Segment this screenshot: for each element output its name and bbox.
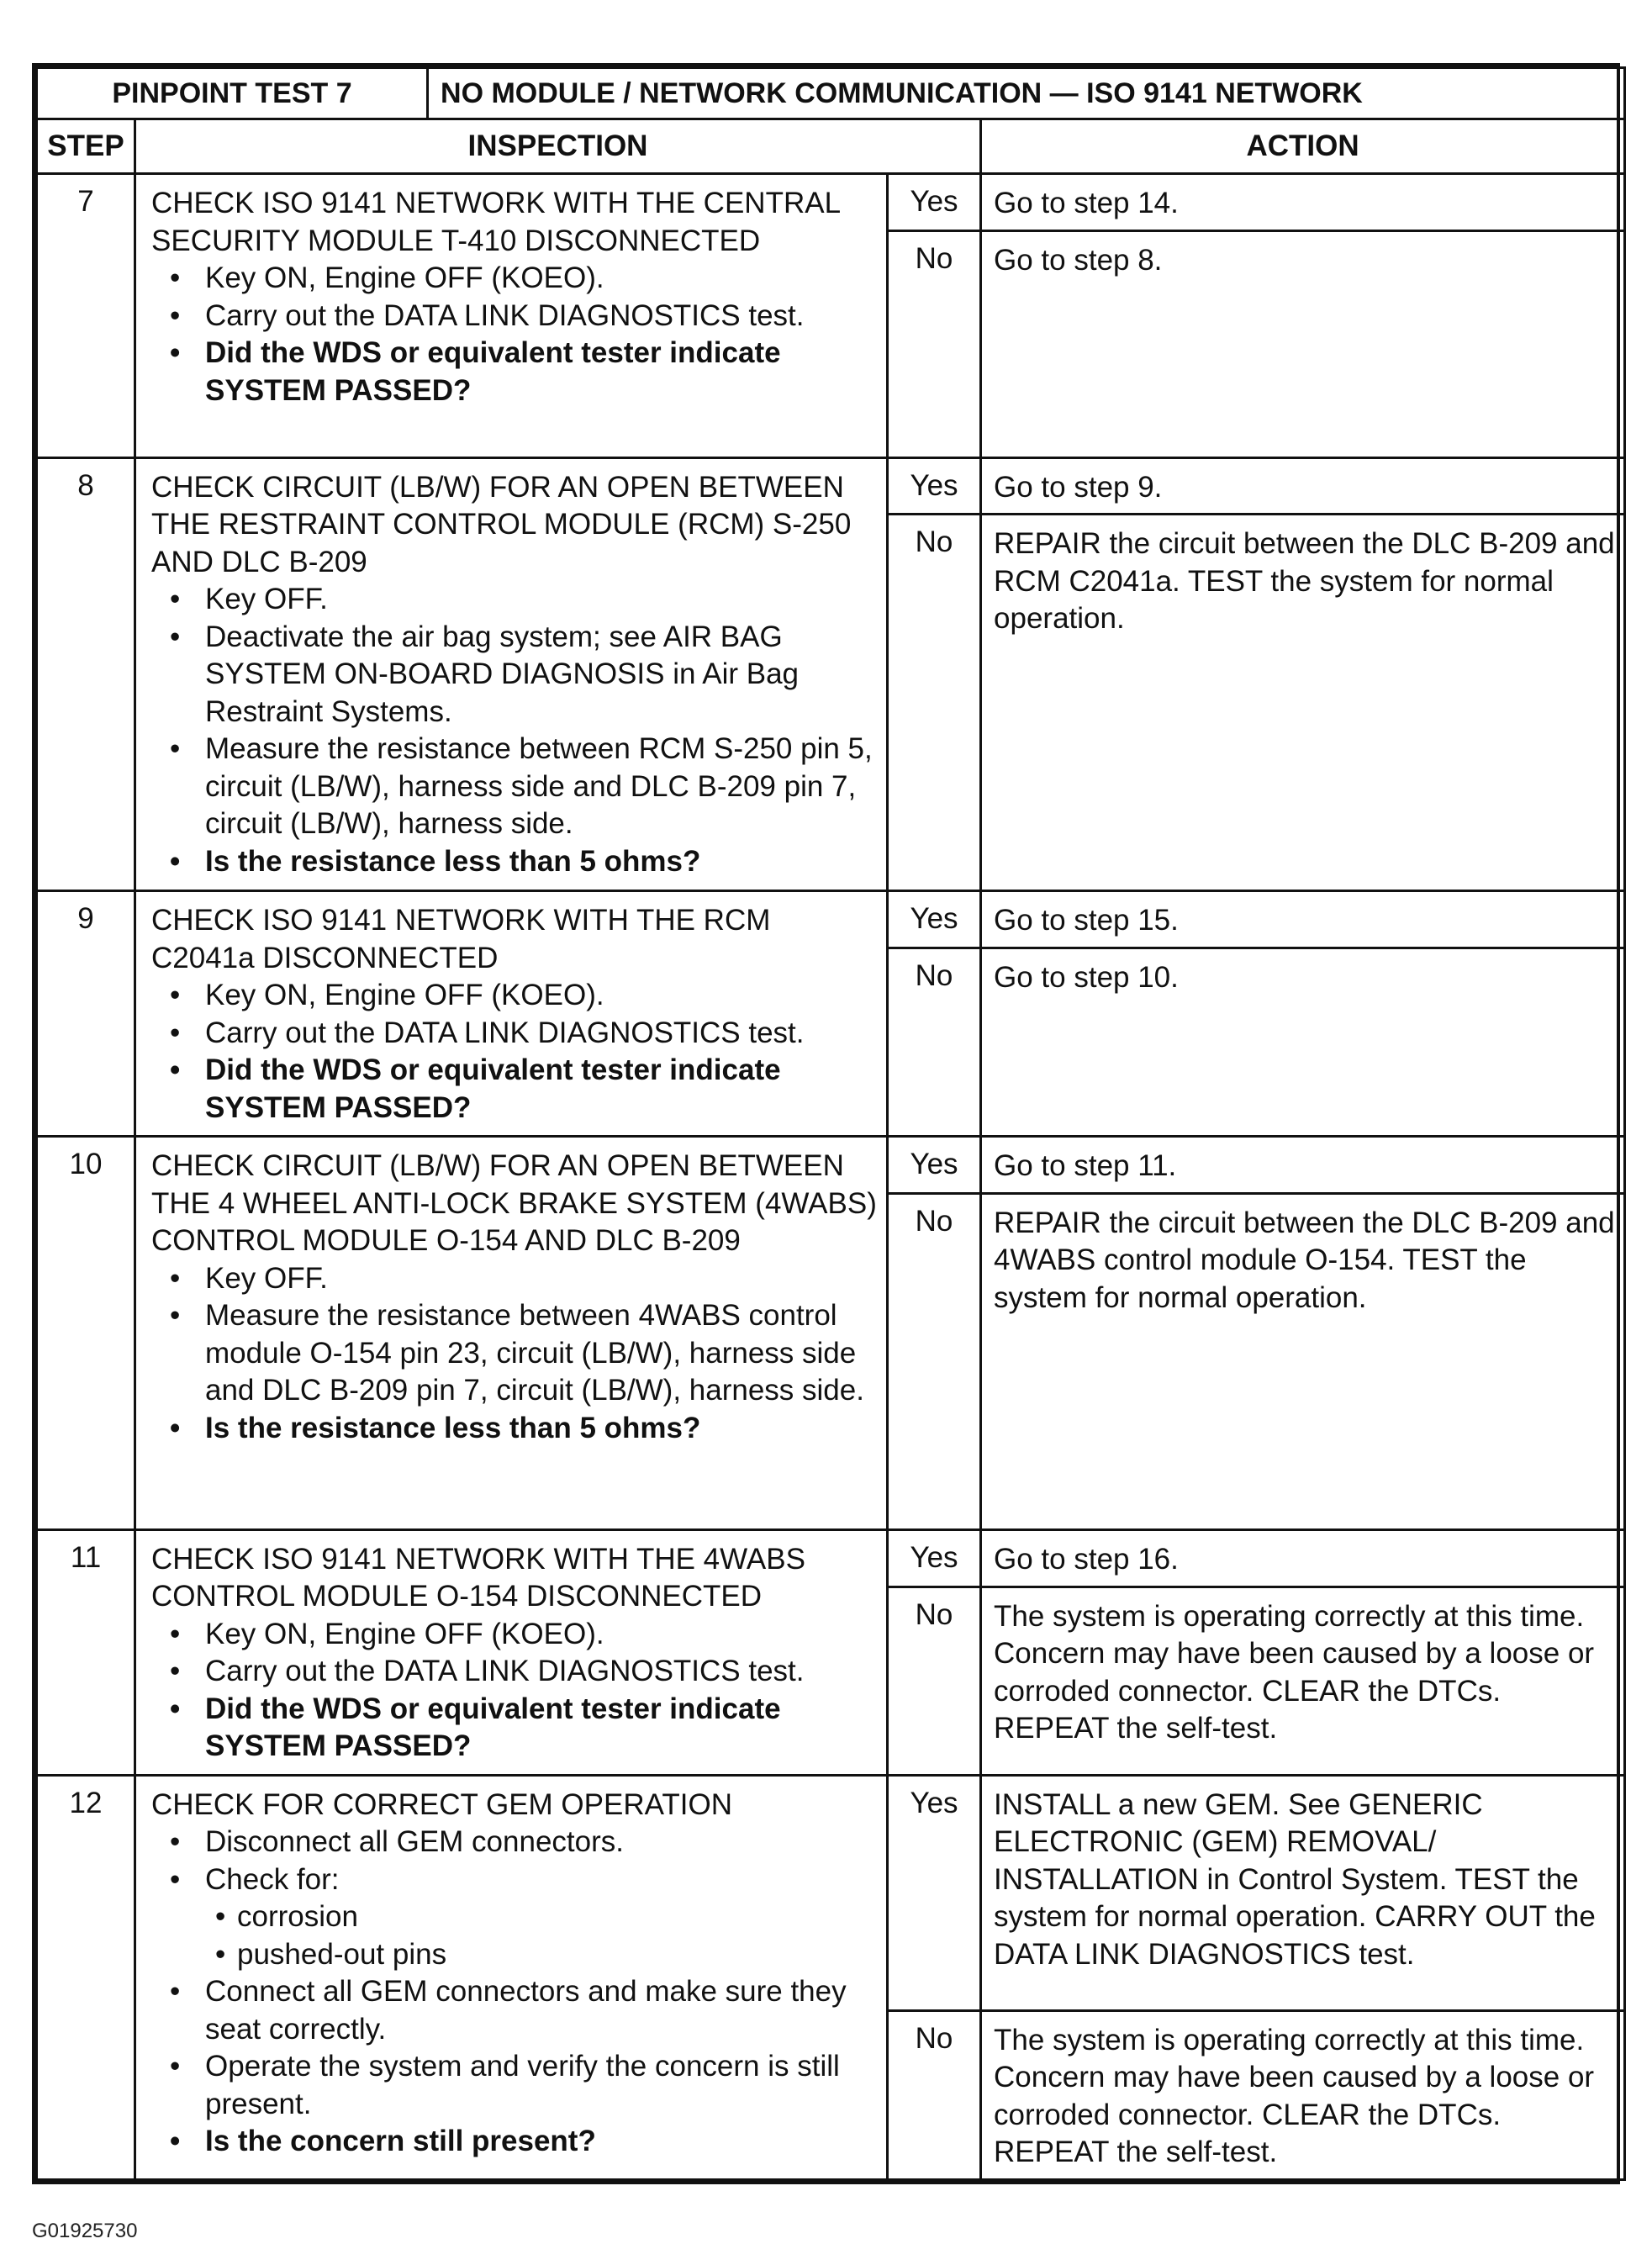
table-row [37, 891, 1625, 948]
yes-label: Yes [888, 457, 981, 515]
step-number: 11 [37, 1529, 135, 1775]
list-item: • Deactivate the air bag system; see AIR BAG SYSTEM ON-BOARD DIAGNOSIS in Air Bag Restraint Systems. [151, 619, 878, 731]
step-checklist [151, 1973, 878, 2161]
no-action: REPAIR the circuit between the DLC B-209 and 4WABS control module O-154. TEST the system for normal operation. [981, 1193, 1625, 1529]
step-question: • Is the resistance less than 5 ohms? [151, 843, 878, 881]
list-item: • corrosion [205, 1898, 878, 1936]
list-item: • Carry out the DATA LINK DIAGNOSTICS test. [151, 298, 878, 335]
no-action: REPAIR the circuit between the DLC B-209 and RCM C2041a. TEST the system for normal operation. [981, 515, 1625, 891]
step-question: • Is the concern still present? [151, 2123, 878, 2161]
step-question: • Did the WDS or equivalent tester indicate SYSTEM PASSED? [151, 1691, 878, 1766]
table-row [37, 174, 1625, 231]
step-heading: CHECK ISO 9141 NETWORK WITH THE CENTRAL SECURITY MODULE T-410 DISCONNECTED [151, 187, 840, 257]
no-action: Go to step 10. [981, 948, 1625, 1137]
column-step-header: STEP [37, 119, 135, 174]
step-inspection [135, 1137, 888, 1530]
list-item: • pushed-out pins [205, 1936, 878, 1974]
test-label: PINPOINT TEST 7 [37, 68, 428, 119]
table-row [37, 1775, 1625, 2010]
yes-action: Go to step 11. [981, 1137, 1625, 1194]
step-heading: CHECK ISO 9141 NETWORK WITH THE RCM C2041a DISCONNECTED [151, 904, 771, 974]
step-inspection [135, 1775, 888, 2179]
step-heading: CHECK ISO 9141 NETWORK WITH THE 4WABS CONTROL MODULE O-154 DISCONNECTED [151, 1542, 805, 1613]
figure-id: G01925730 [32, 2220, 138, 2242]
list-item: • Measure the resistance between RCM S-250 pin 5, circuit (LB/W), harness side and DLC B-209 pin 7, circuit (LB/W), harness side. [151, 731, 878, 843]
sub-checklist [205, 1898, 878, 1973]
column-action-header: ACTION [981, 119, 1625, 174]
yes-action: Go to step 9. [981, 457, 1625, 515]
step-inspection [135, 457, 888, 891]
step-number: 12 [37, 1775, 135, 2179]
yes-action: Go to step 14. [981, 174, 1625, 231]
yes-action: INSTALL a new GEM. See GENERIC ELECTRONIC (GEM) REMOVAL/ INSTALLATION in Control System. TEST the system for normal operation. CARRY OUT the DATA LINK DIAGNOSTICS test. [981, 1775, 1625, 2010]
no-action: The system is operating correctly at this time. Concern may have been caused by a loose or corroded connector. CLEAR the DTCs. REPEAT the self-test. [981, 1587, 1625, 1775]
list-item: • Measure the resistance between 4WABS control module O-154 pin 23, circuit (LB/W), harness side and DLC B-209 pin 7, circuit (LB/W), harness side. [151, 1297, 878, 1410]
no-label: No [888, 1193, 981, 1529]
list-item: • Carry out the DATA LINK DIAGNOSTICS test. [151, 1653, 878, 1691]
column-header-row [37, 119, 1625, 174]
step-checklist [151, 1616, 878, 1766]
step-number: 9 [37, 891, 135, 1137]
step-checklist [151, 581, 878, 880]
step-question: • Did the WDS or equivalent tester indicate SYSTEM PASSED? [151, 335, 878, 409]
table-row [37, 1529, 1625, 1587]
title-row [37, 68, 1625, 119]
table-row [37, 457, 1625, 515]
step-number: 10 [37, 1137, 135, 1530]
list-item: • Key ON, Engine OFF (KOEO). [151, 977, 878, 1015]
list-item: • Disconnect all GEM connectors. [151, 1824, 878, 1861]
step-heading: CHECK FOR CORRECT GEM OPERATION [151, 1787, 732, 1821]
list-item: • Key OFF. [151, 581, 878, 619]
list-item: • Carry out the DATA LINK DIAGNOSTICS test. [151, 1015, 878, 1053]
step-question: • Did the WDS or equivalent tester indicate SYSTEM PASSED? [151, 1052, 878, 1127]
step-number: 8 [37, 457, 135, 891]
step-checklist [151, 1824, 878, 1898]
no-label: No [888, 948, 981, 1137]
step-number: 7 [37, 174, 135, 458]
list-item: • Key OFF. [151, 1260, 878, 1298]
yes-label: Yes [888, 174, 981, 231]
column-inspection-header: INSPECTION [135, 119, 981, 174]
no-action: Go to step 8. [981, 230, 1625, 457]
no-label: No [888, 1587, 981, 1775]
yes-label: Yes [888, 891, 981, 948]
step-question: • Is the resistance less than 5 ohms? [151, 1410, 878, 1448]
step-heading: CHECK CIRCUIT (LB/W) FOR AN OPEN BETWEEN THE RESTRAINT CONTROL MODULE (RCM) S-250 AND DLC B-209 [151, 470, 852, 578]
step-inspection [135, 891, 888, 1137]
step-checklist [151, 977, 878, 1127]
list-item: • Check for: [151, 1861, 878, 1899]
list-item: • Key ON, Engine OFF (KOEO). [151, 1616, 878, 1654]
list-item: • Key ON, Engine OFF (KOEO). [151, 260, 878, 298]
test-table [35, 66, 1626, 2181]
yes-label: Yes [888, 1529, 981, 1587]
no-label: No [888, 515, 981, 891]
step-inspection [135, 1529, 888, 1775]
step-checklist [151, 260, 878, 409]
no-action: The system is operating correctly at this time. Concern may have been caused by a loose or corroded connector. CLEAR the DTCs. REPEAT the self-test. [981, 2010, 1625, 2179]
step-inspection [135, 174, 888, 458]
step-checklist [151, 1260, 878, 1448]
step-heading: CHECK CIRCUIT (LB/W) FOR AN OPEN BETWEEN THE 4 WHEEL ANTI-LOCK BRAKE SYSTEM (4WABS) CONTROL MODULE O-154 AND DLC B-209 [151, 1149, 877, 1257]
yes-action: Go to step 16. [981, 1529, 1625, 1587]
yes-label: Yes [888, 1775, 981, 2010]
list-item: • Connect all GEM connectors and make sure they seat correctly. [151, 1973, 878, 2048]
pinpoint-test-table [32, 63, 1620, 2184]
yes-action: Go to step 15. [981, 891, 1625, 948]
list-item: • Operate the system and verify the concern is still present. [151, 2048, 878, 2123]
test-title: NO MODULE / NETWORK COMMUNICATION — ISO 9141 NETWORK [428, 68, 1625, 119]
table-row [37, 1137, 1625, 1194]
no-label: No [888, 2010, 981, 2179]
yes-label: Yes [888, 1137, 981, 1194]
no-label: No [888, 230, 981, 457]
